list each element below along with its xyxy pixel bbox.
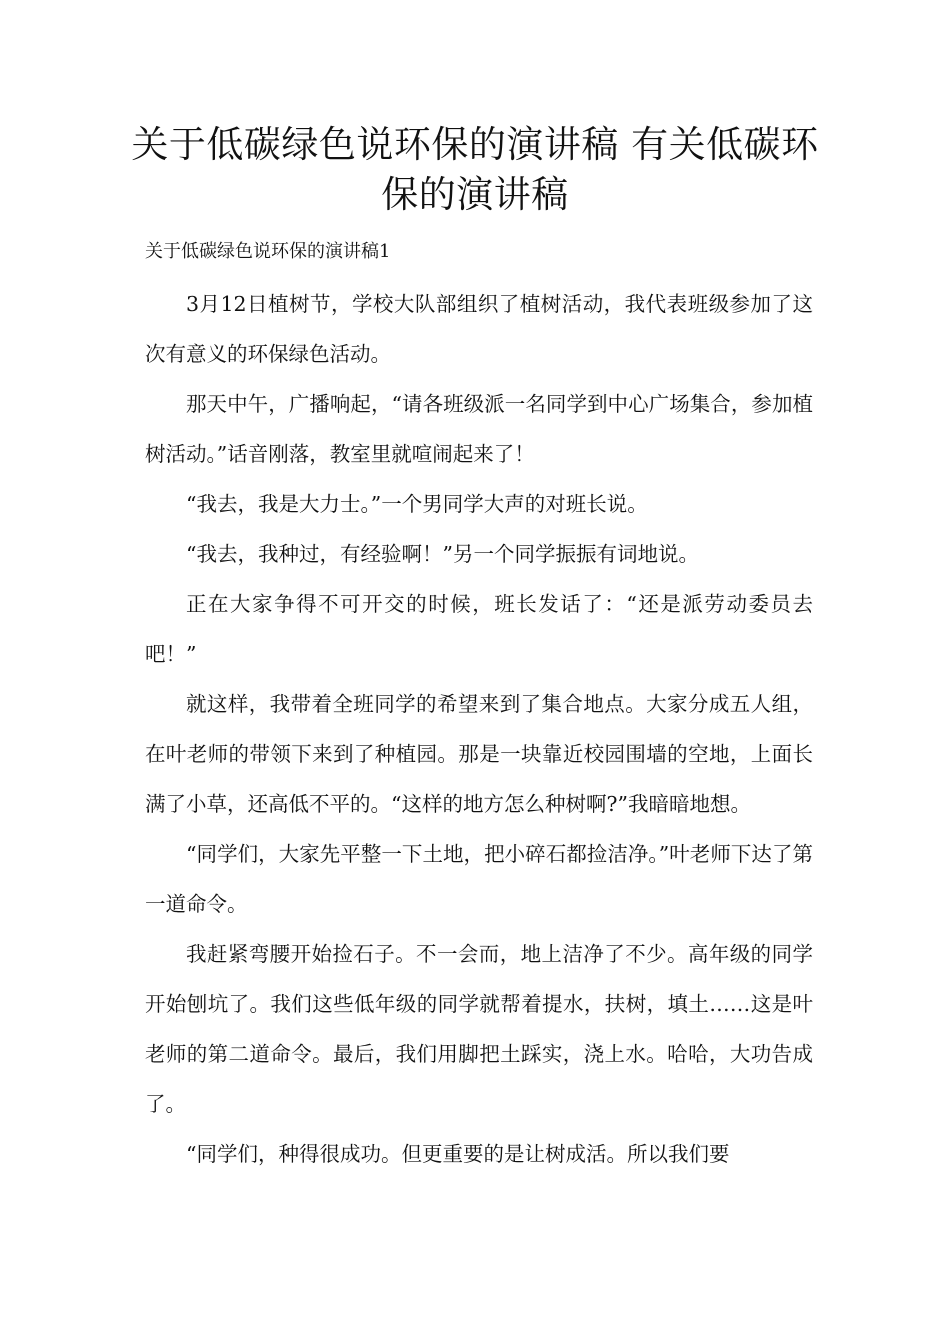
paragraph: 那天中午，广播响起，“请各班级派一名同学到中心广场集合，参加植树活动。”话音刚落，教室里就喧闹起来了！ <box>145 392 813 466</box>
paragraph: 正在大家争得不可开交的时候，班长发话了：“还是派劳动委员去吧！” <box>145 592 813 666</box>
paragraph: “我去，我是大力士。”一个男同学大声的对班长说。 <box>186 492 648 516</box>
paragraph: 就这样，我带着全班同学的希望来到了集合地点。大家分成五人组，在叶老师的带领下来到了种植园。那是一块靠近校园围墙的空地，上面长满了小草，还高低不平的。“这样的地方怎么种树啊?”我暗暗地想。 <box>145 692 813 816</box>
section-heading: 关于低碳绿色说环保的演讲稿1 <box>145 241 391 262</box>
paragraph: “同学们，种得很成功。但更重要的是让树成活。所以我们要 <box>186 1142 730 1166</box>
paragraph: “同学们，大家先平整一下土地，把小碎石都捡洁净。”叶老师下达了第一道命令。 <box>145 842 813 916</box>
paragraph: 我赶紧弯腰开始捡石子。不一会而，地上洁净了不少。高年级的同学开始刨坑了。我们这些低年级的同学就帮着提水，扶树，填土……这是叶老师的第二道命令。最后，我们用脚把土踩实，浇上水。哈哈，大功告成了。 <box>145 942 813 1116</box>
document-title: 关于低碳绿色说环保的演讲稿 有关低碳环保的演讲稿 <box>131 123 819 216</box>
document-body <box>145 279 813 1179</box>
paragraph: 3月12日植树节，学校大队部组织了植树活动，我代表班级参加了这次有意义的环保绿色活动。 <box>145 292 813 366</box>
paragraph: “我去，我种过，有经验啊！”另一个同学振振有词地说。 <box>186 542 699 566</box>
